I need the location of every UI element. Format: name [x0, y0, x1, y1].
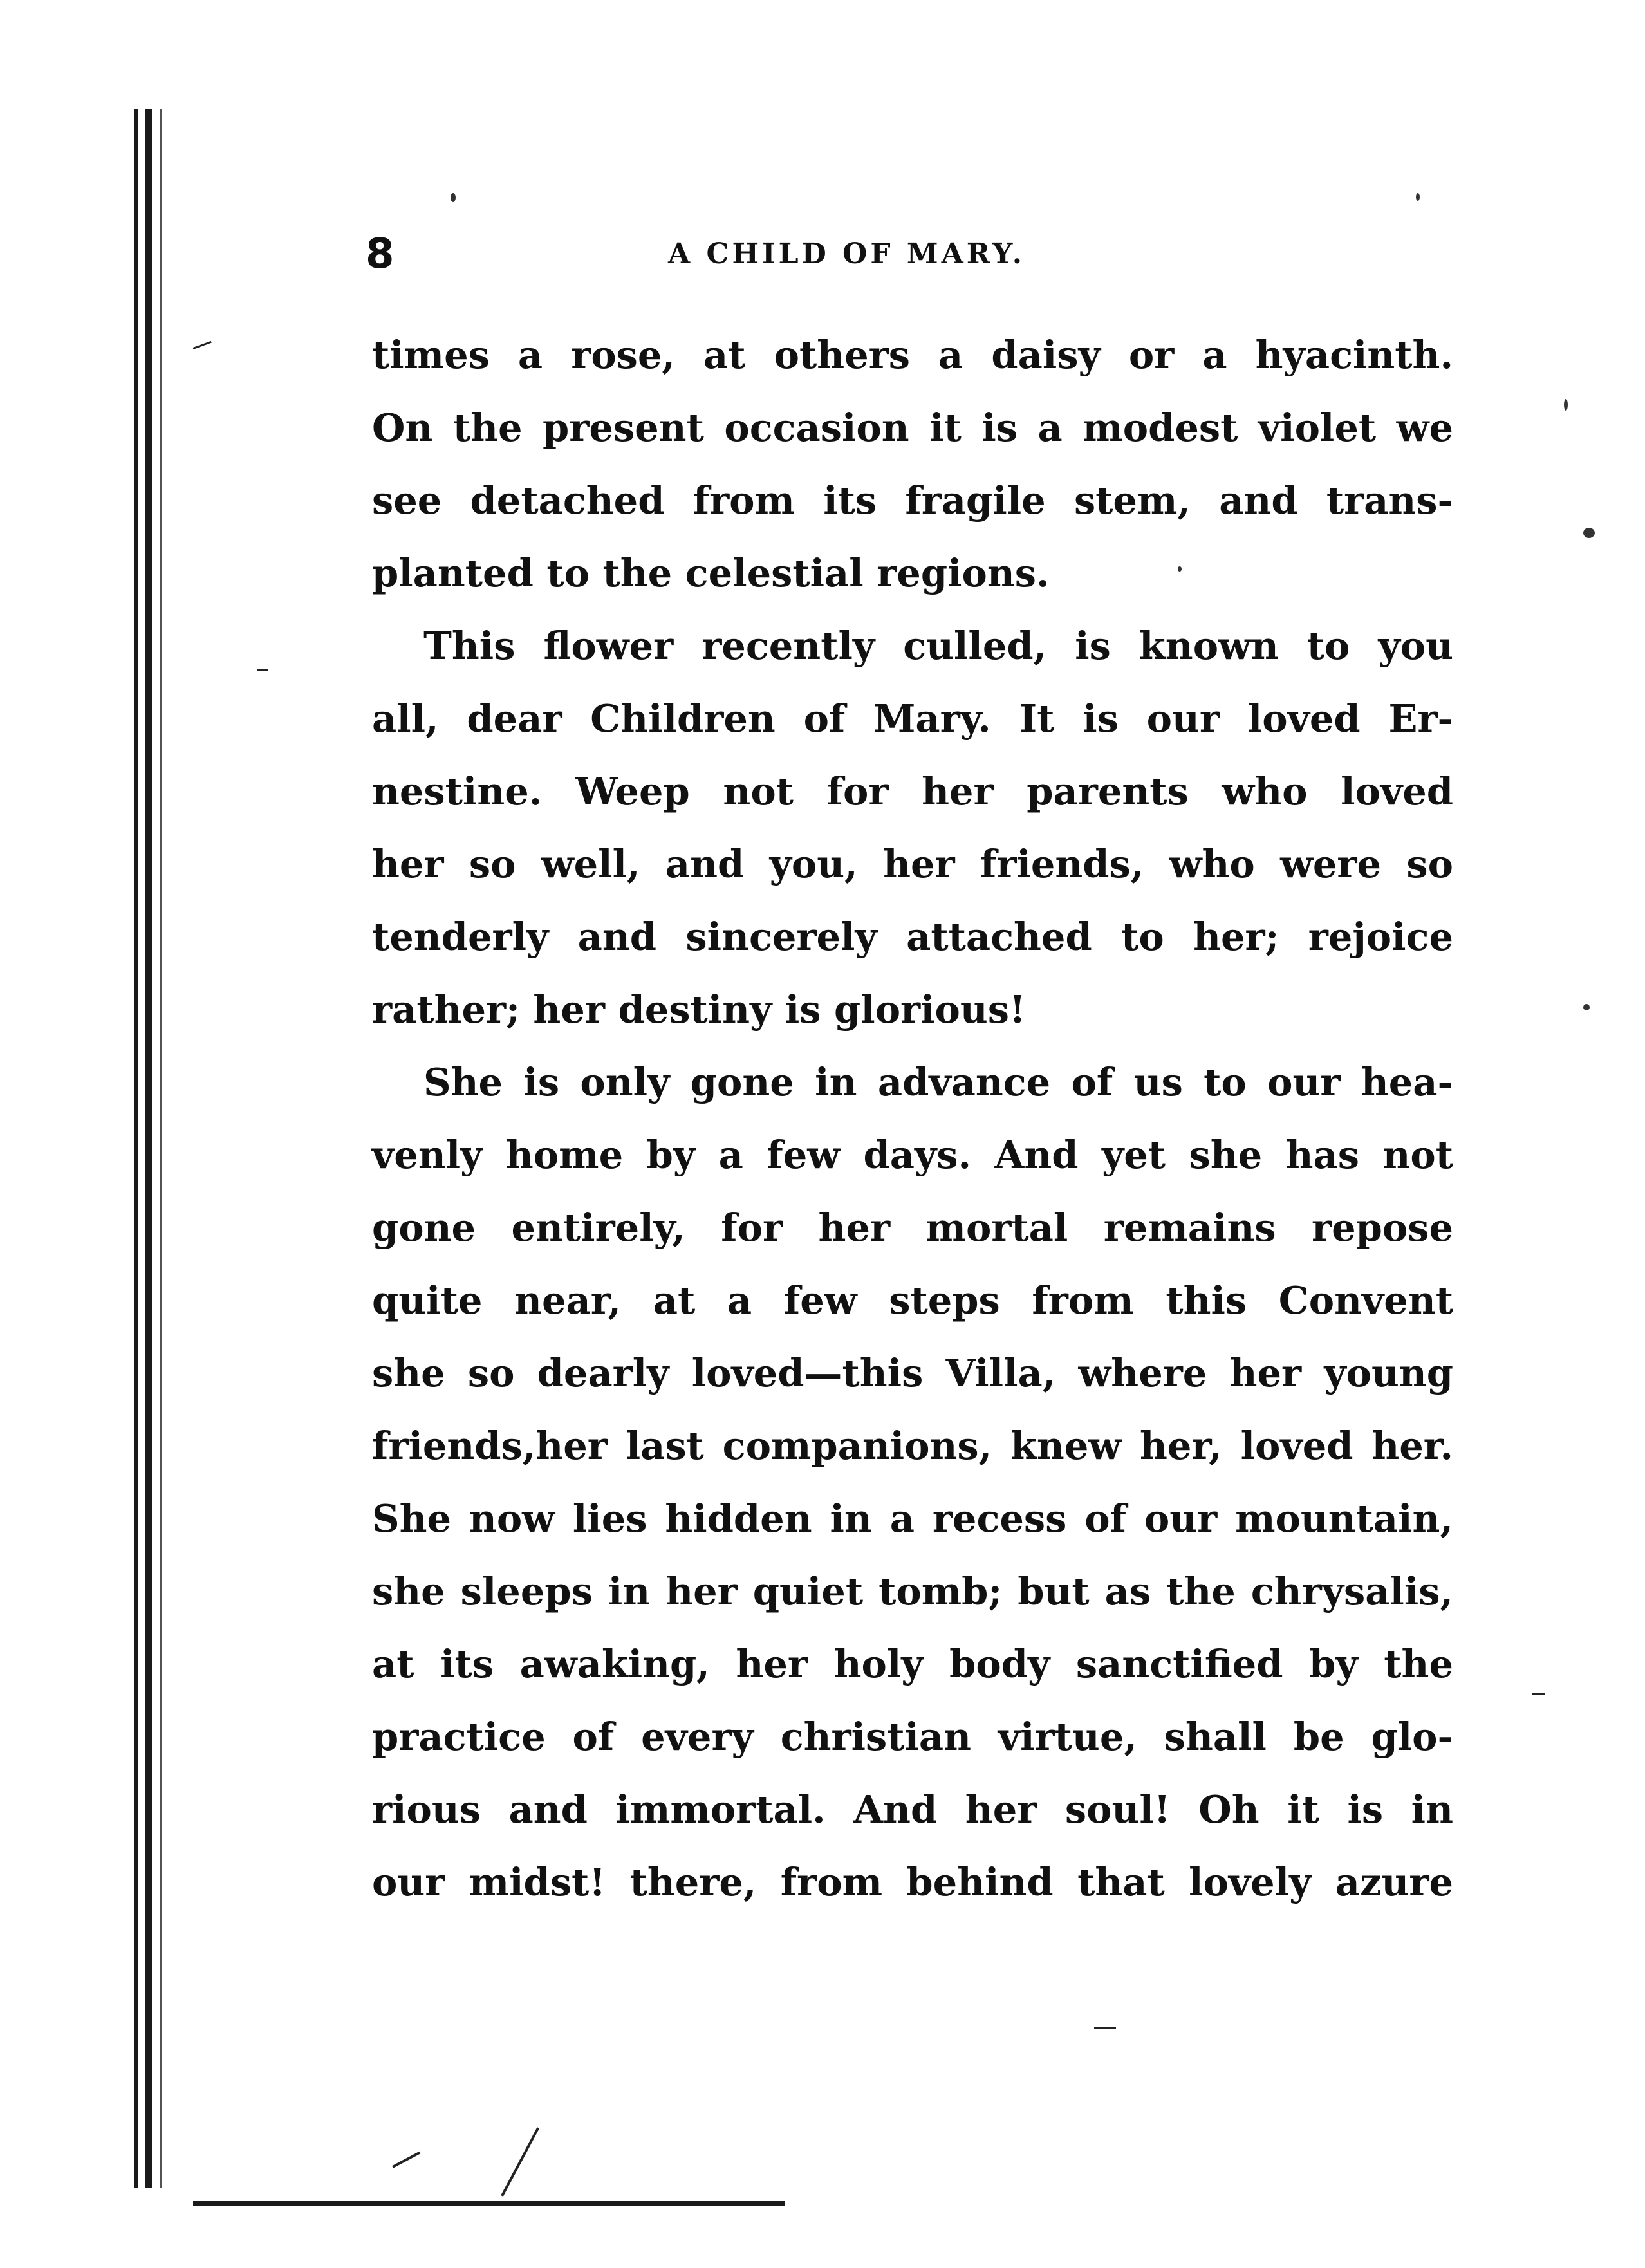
text-line: see detached from its fragile stem, and trans-: [372, 478, 1453, 523]
scan-stroke: [257, 669, 268, 671]
binding-edge: [129, 109, 174, 2188]
text-line: rious and immortal. And her soul! Oh it is in: [372, 1787, 1453, 1832]
text-line: our midst! there, from behind that lovely azure: [372, 1860, 1453, 1904]
text-line: planted to the celestial regions.: [372, 551, 1050, 595]
scan-stroke: [192, 341, 211, 349]
binding-rule: [134, 109, 138, 2188]
text-line: at its awaking, her holy body sanctified by the: [372, 1642, 1453, 1686]
scan-speck: [1583, 528, 1595, 538]
text-line: she so dearly loved—this Villa, where her young: [372, 1351, 1453, 1395]
text-line: She is only gone in advance of us to our hea-: [423, 1060, 1453, 1104]
page-number: 8: [366, 230, 395, 278]
text-line: nestine. Weep not for her parents who loved: [372, 769, 1453, 813]
text-line: rather; her destiny is glorious!: [372, 987, 1026, 1032]
text-line: quite near, at a few steps from this Convent: [372, 1278, 1453, 1323]
binding-rule: [160, 109, 162, 2188]
text-line: all, dear Children of Mary. It is our loved Er-: [372, 696, 1453, 741]
text-line: She now lies hidden in a recess of our mountain,: [372, 1496, 1453, 1541]
text-line: practice of every christian virtue, shall be glo-: [372, 1715, 1453, 1759]
text-line: gone entirely, for her mortal remains repose: [372, 1205, 1453, 1250]
scan-speck: [1583, 1004, 1590, 1010]
text-line: venly home by a few days. And yet she has not: [372, 1133, 1453, 1177]
scan-speck: [1564, 399, 1568, 411]
text-line: her so well, and you, her friends, who were so: [372, 842, 1453, 886]
scan-speck: [1416, 193, 1420, 201]
text-line: she sleeps in her quiet tomb; but as the chrysalis,: [372, 1569, 1453, 1613]
page-header: [366, 222, 1453, 286]
text-line: This flower recently culled, is known to you: [423, 624, 1453, 668]
running-title: A CHILD OF MARY.: [668, 237, 1026, 270]
text-line: On the present occasion it is a modest violet we: [372, 405, 1453, 450]
scan-stroke: [1532, 1693, 1545, 1695]
scan-stroke: [392, 2152, 420, 2168]
bottom-rule: [193, 2201, 785, 2206]
text-line: tenderly and sincerely attached to her; rejoice: [372, 915, 1453, 959]
scan-speck: [451, 193, 456, 202]
binding-rule: [145, 109, 152, 2188]
scan-stroke: [1094, 2027, 1116, 2029]
text-line: friends,her last companions, knew her, loved her.: [372, 1424, 1453, 1468]
scan-stroke: [501, 2127, 539, 2197]
body-text: [372, 319, 1453, 1919]
text-line: times a rose, at others a daisy or a hyacinth.: [372, 333, 1453, 377]
